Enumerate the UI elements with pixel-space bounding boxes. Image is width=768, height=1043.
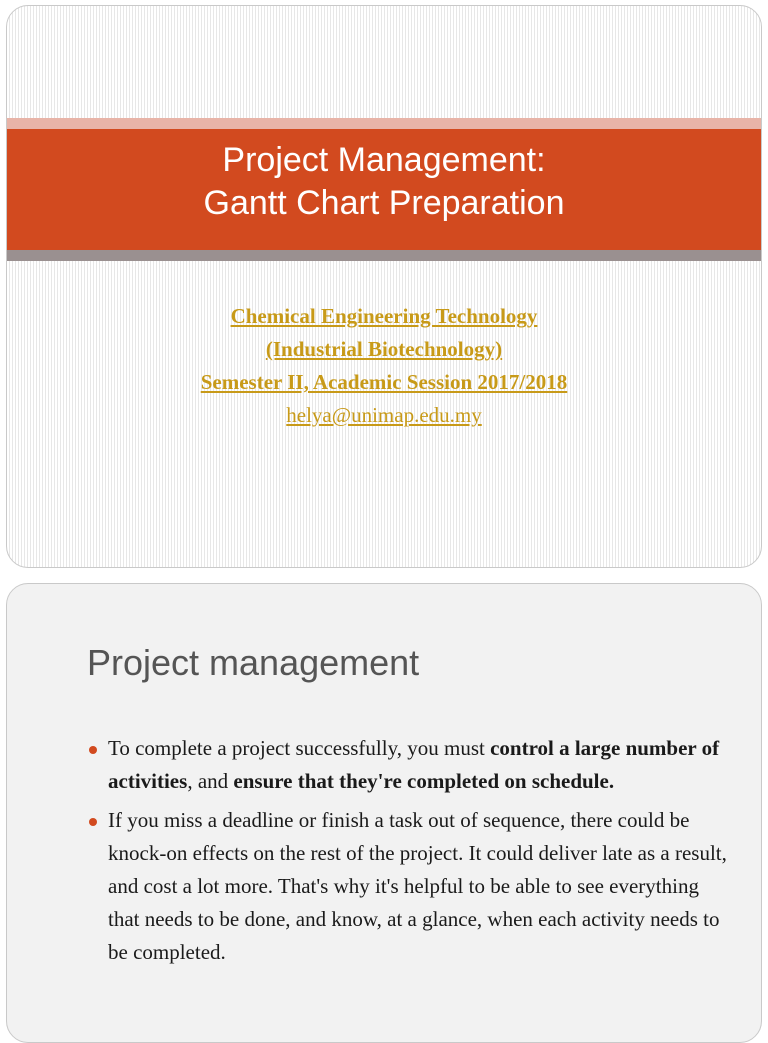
bottom-accent-band [7, 250, 761, 261]
bullet-text: If you miss a deadline or finish a task out of sequence, there could be knock-on effects on the rest of the project. It could deliver late as a result, and cost a lot more. That's why it's helpful to be able to see everything that needs to be done, and know, at a glance, when each activity needs to be completed. [108, 808, 727, 964]
subtitle-specialization-link[interactable]: (Industrial Biotechnology) [265, 337, 503, 361]
bullet-bold-text: ensure that they're completed on schedule. [233, 769, 615, 793]
subtitle-program-link[interactable]: Chemical Engineering Technology [230, 304, 538, 328]
bullet-text: , and [187, 769, 234, 793]
title-line-1: Project Management: [222, 141, 546, 179]
email-link[interactable]: helya@unimap.edu.my [286, 403, 482, 427]
title-slide [6, 5, 762, 568]
content-slide [6, 583, 762, 1043]
title-line-2: Gantt Chart Preparation [203, 184, 565, 222]
subtitle-semester-link[interactable]: Semester II, Academic Session 2017/2018 [200, 370, 568, 394]
subtitle-block [7, 300, 761, 432]
top-accent-band [7, 118, 761, 129]
bullet-item [87, 804, 727, 969]
slide-title [7, 139, 761, 225]
bullet-list [87, 732, 727, 975]
slide-heading: Project management [87, 642, 420, 683]
bullet-bold-text: control a large number of activities [108, 736, 720, 793]
bullet-item [87, 732, 727, 798]
bullet-icon [89, 746, 97, 754]
bullet-text: To complete a project successfully, you must [108, 736, 491, 760]
bullet-icon [89, 818, 97, 826]
